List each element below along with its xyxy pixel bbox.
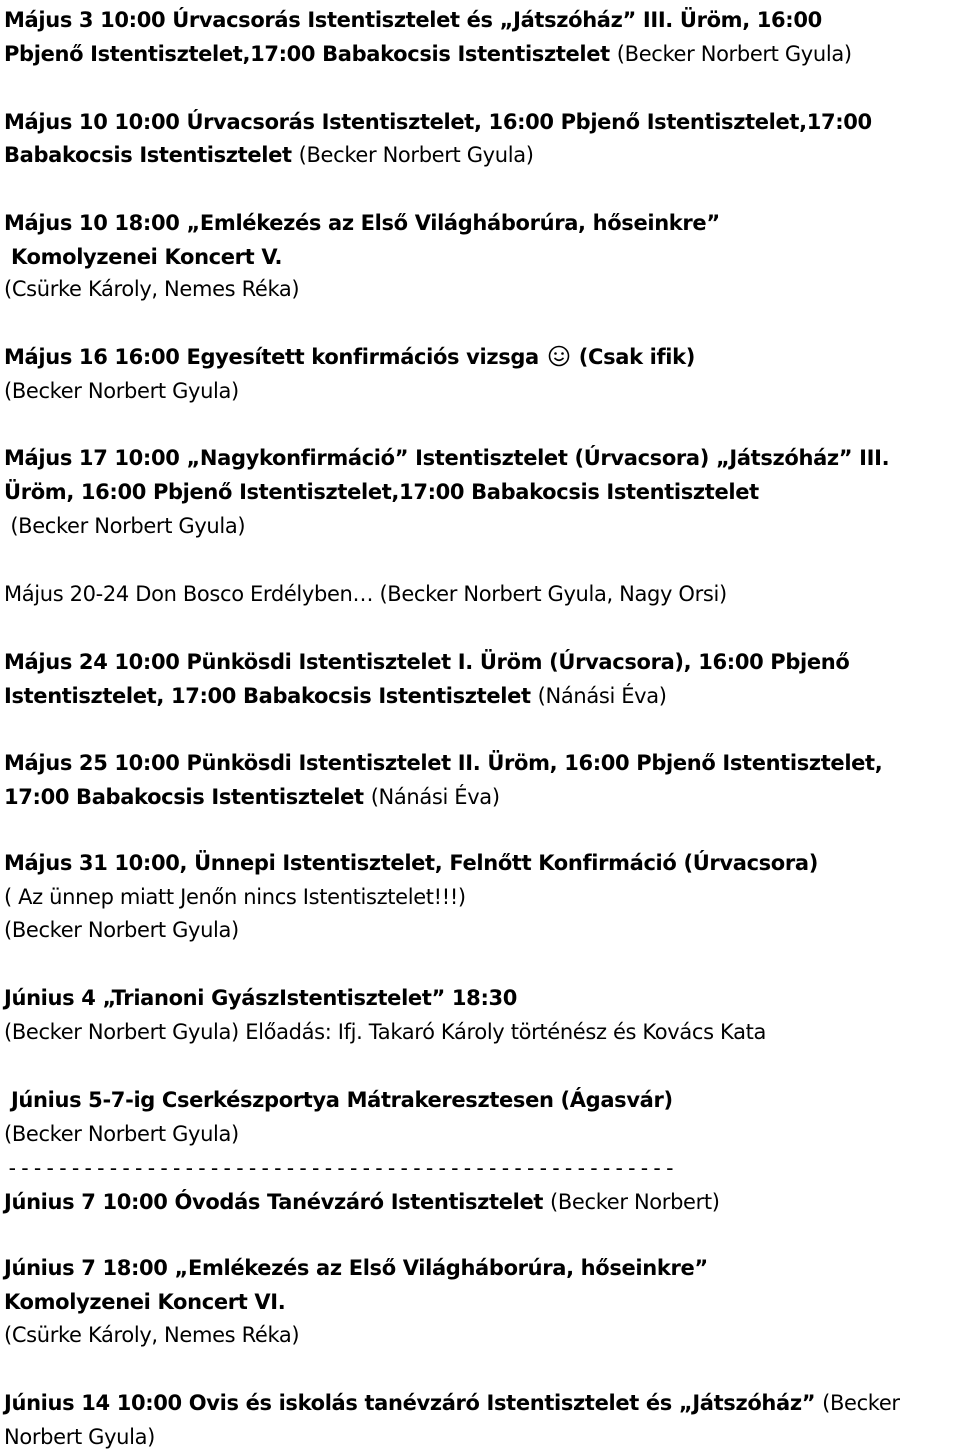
event-14-line-1 <box>4 1388 900 1418</box>
event-title-text: Május 17 10:00 „Nagykonfirmáció” Istentisztelet (Úrvacsora) „Játszóház” III. <box>4 446 890 470</box>
organizer-text: Norbert Gyula) <box>4 1425 155 1449</box>
organizer-text: (Becker Norbert Gyula) <box>616 42 852 66</box>
event-10-line-2 <box>4 1017 766 1047</box>
event-5-line-3 <box>4 511 245 541</box>
event-title-text: Május 10 10:00 Úrvacsorás Istentisztelet, 16:00 Pbjenő Istentisztelet,17:00 <box>4 110 872 134</box>
event-title-text: Június 4 „Trianoni GyászIstentisztelet” 18:30 <box>4 986 518 1010</box>
organizer-text: (Nánási Éva) <box>537 684 667 708</box>
event-title-text: Június 5-7-ig Cserkészportya Mátrakeresztesen (Ágasvár) <box>4 1088 673 1112</box>
event-1-line-2 <box>4 39 852 69</box>
divider-line: ----------------------------------------------------- <box>6 1156 677 1180</box>
event-9-line-1 <box>4 848 818 878</box>
organizer-text: Május 20-24 Don Bosco Erdélyben… (Becker Norbert Gyula, Nagy Orsi) <box>4 582 727 606</box>
event-14-line-2 <box>4 1422 155 1452</box>
organizer-text: (Becker Norbert Gyula) <box>298 143 534 167</box>
event-9-line-2 <box>4 882 466 912</box>
event-title-text: Üröm, 16:00 Pbjenő Istentisztelet,17:00 Babakocsis Istentisztelet <box>4 480 759 504</box>
organizer-text: (Becker Norbert) <box>550 1190 720 1214</box>
organizer-text: ( Az ünnep miatt Jenőn nincs Istentisztelet!!!) <box>4 885 466 909</box>
event-title-text: Pbjenő Istentisztelet,17:00 Babakocsis Istentisztelet <box>4 42 617 66</box>
organizer-text: (Csürke Károly, Nemes Réka) <box>4 1323 300 1347</box>
event-title-text: Június 7 10:00 Óvodás Tanévzáró Istentisztelet <box>4 1190 551 1214</box>
event-title-text: Május 25 10:00 Pünkösdi Istentisztelet II. Üröm, 16:00 Pbjenő Istentisztelet, <box>4 751 883 775</box>
event-4-line-2 <box>4 376 239 406</box>
event-title-text: Május 10 18:00 „Emlékezés az Első Világháborúra, hőseinkre” <box>4 211 720 235</box>
organizer-text: (Becker Norbert Gyula) <box>4 514 246 538</box>
event-8-line-1 <box>4 748 882 778</box>
event-3-line-3 <box>4 274 299 304</box>
event-title-text: Komolyzenei Koncert V. <box>4 245 283 269</box>
event-10-line-1 <box>4 983 517 1013</box>
event-7-line-1 <box>4 647 849 677</box>
event-title-text: (Csak ifik) <box>571 345 695 369</box>
event-2-line-2 <box>4 140 534 170</box>
event-title-text: Május 16 16:00 Egyesített konfirmációs vizsga <box>4 345 546 369</box>
event-9-line-3 <box>4 915 239 945</box>
event-title-text: Május 3 10:00 Úrvacsorás Istentisztelet és „Játszóház” III. Üröm, 16:00 <box>4 8 822 32</box>
organizer-text: (Becker Norbert Gyula) <box>4 918 239 942</box>
event-12-line-1 <box>4 1187 720 1217</box>
organizer-text: (Becker Norbert Gyula) <box>4 1122 239 1146</box>
event-title-text: Istentisztelet, 17:00 Babakocsis Istentisztelet <box>4 684 538 708</box>
event-title-text: Komolyzenei Koncert VI. <box>4 1290 286 1314</box>
event-5-line-1 <box>4 443 889 473</box>
event-4-line-1 <box>4 342 695 372</box>
organizer-text: (Becker Norbert Gyula) Előadás: Ifj. Takaró Károly történész és Kovács Kata <box>4 1020 766 1044</box>
event-1-line-1 <box>4 5 822 35</box>
event-5-line-2 <box>4 477 759 507</box>
event-title-text: Június 7 18:00 „Emlékezés az Első Világháborúra, hőseinkre” <box>4 1256 708 1280</box>
event-title-text: 17:00 Babakocsis Istentisztelet <box>4 785 371 809</box>
event-13-line-3 <box>4 1320 299 1350</box>
event-6-line-1 <box>4 579 727 609</box>
event-11-line-2 <box>4 1119 239 1149</box>
event-13-line-2 <box>4 1287 285 1317</box>
organizer-text: (Becker <box>822 1391 900 1415</box>
event-title-text: Babakocsis Istentisztelet <box>4 143 299 167</box>
event-title-text: Június 14 10:00 Ovis és iskolás tanévzáró Istentisztelet és „Játszóház” <box>4 1391 823 1415</box>
event-8-line-2 <box>4 782 500 812</box>
organizer-text: (Csürke Károly, Nemes Réka) <box>4 277 300 301</box>
organizer-text: (Nánási Éva) <box>370 785 500 809</box>
event-7-line-2 <box>4 681 667 711</box>
organizer-text: (Becker Norbert Gyula) <box>4 379 239 403</box>
event-3-line-1 <box>4 208 720 238</box>
event-title-text: Május 31 10:00, Ünnepi Istentisztelet, Felnőtt Konfirmáció (Úrvacsora) <box>4 851 818 875</box>
event-title-text: Május 24 10:00 Pünkösdi Istentisztelet I. Üröm (Úrvacsora), 16:00 Pbjenő <box>4 650 850 674</box>
event-3-line-2 <box>4 242 282 272</box>
event-11-line-1 <box>4 1085 673 1115</box>
event-13-line-1 <box>4 1253 708 1283</box>
event-2-line-1 <box>4 107 872 137</box>
smiley-face-icon <box>548 345 570 367</box>
